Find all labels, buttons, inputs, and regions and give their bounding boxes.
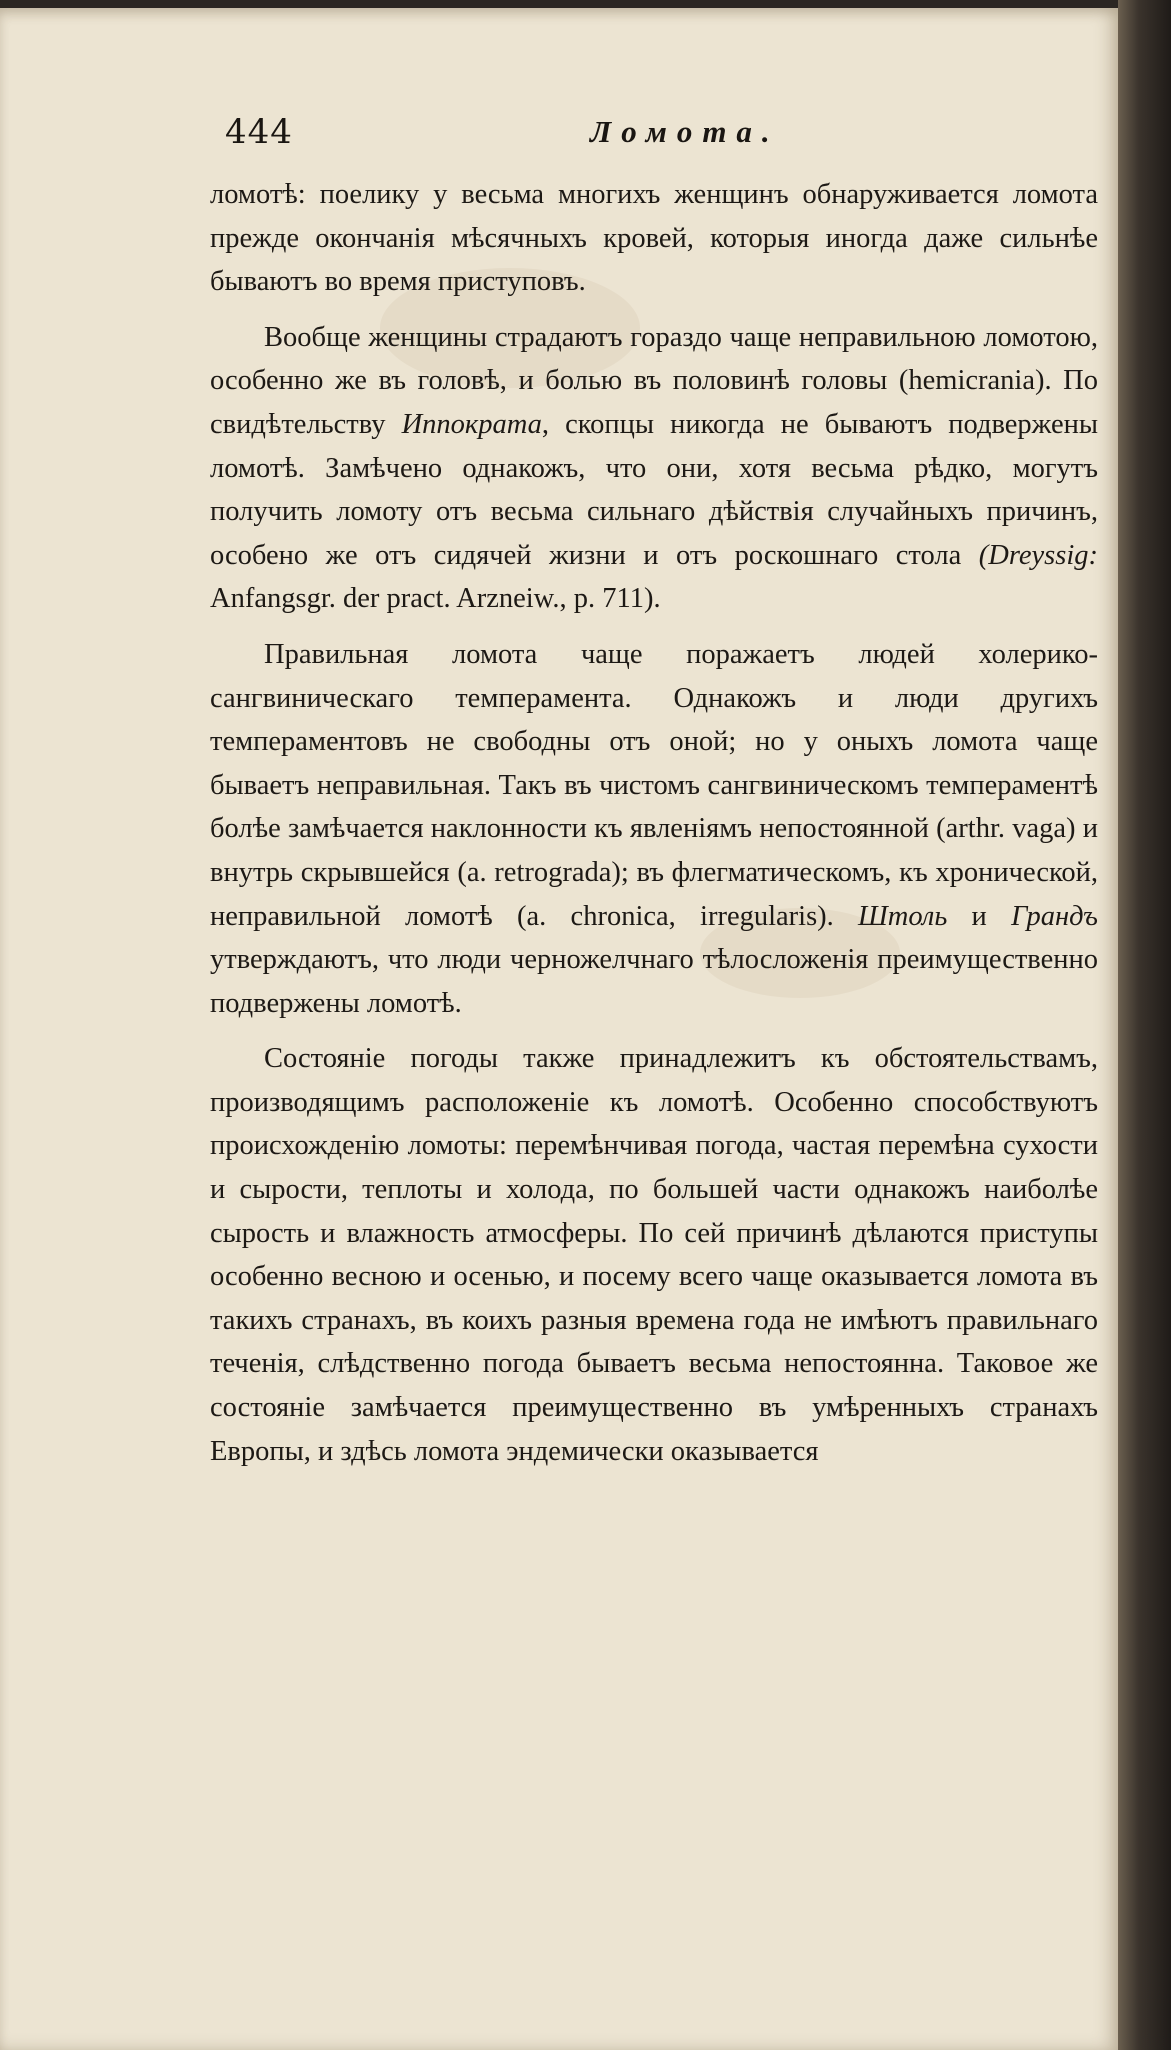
text-run: Правильная ломота чаще поражаетъ людей холерико-сангвиническаго темперамента. Однакожъ и люди другихъ темпераментовъ не свободны отъ оной; но у оныхъ ломота чаще бываетъ неправильная. Такъ въ чистомъ сангвиническомъ темпераментѣ болѣе замѣчается наклонности къ явленіямъ непостоянной (arthr. vaga) и внутрь скрывшейся (a. retrograda); въ флегматическомъ, къ хронической, неправильной ломотѣ (a. chronica, irregularis). (210, 638, 1098, 932)
text-run: утверждаютъ, что люди черножелчнаго тѣлосложенія преимущественно подвержены ломотѣ. (210, 944, 1098, 1019)
text-body (210, 173, 1098, 1485)
running-title: Ломота. (590, 114, 780, 149)
paragraph (210, 1037, 1098, 1473)
text-run: Anfangsgr. der pract. Arzneiw., p. 711). (210, 583, 661, 615)
paragraph (210, 316, 1098, 621)
paragraph (210, 173, 1098, 304)
italic-text: Грандъ (1011, 900, 1098, 932)
text-run: ломотѣ: поелику у весьма многихъ женщинъ обнаруживается ломота прежде окончанія мѣсячныхъ кровей, которыя иногда даже сильнѣе бываютъ во время приступовъ. (210, 179, 1098, 298)
italic-text: (Dreyssig: (978, 539, 1098, 571)
text-run: , скопцы никогда не бываютъ подвержены ломотѣ. Замѣчено однакожъ, что они, хотя весьма рѣдко, могутъ получить ломоту отъ весьма сильнаго дѣйствія случайныхъ причинъ, особено же отъ сидячей жизни и отъ роскошнаго стола (210, 408, 1098, 571)
text-run: Состояніе погоды также принадлежитъ къ обстоятельствамъ, производящимъ расположеніе къ ломотѣ. Особенно способствуютъ происхожденію ломоты: перемѣнчивая погода, частая перемѣна сухости и сырости, теплоты и холода, по большей части однакожъ наиболѣе сырость и влажность атмосферы. По сей причинѣ дѣлаются приступы особенно весною и осенью, и посему всего чаще оказывается ломота въ такихъ странахъ, въ коихъ разныя времена года не имѣютъ правильнаго теченія, слѣдственно погода бываетъ весьма непостоянна. Таковое же состояніе замѣчается преимущественно въ умѣренныхъ странахъ Европы, и здѣсь ломота эндемически оказывается (210, 1043, 1098, 1467)
page-number: 444 (225, 112, 293, 152)
text-run: Вообще женщины страдаютъ гораздо чаще неправильною ломотою, особенно же въ головѣ, и болью въ половинѣ головы (hemicrania). По свидѣтельству (210, 321, 1098, 440)
book-edge (1118, 0, 1171, 2050)
italic-text: Иппократа (401, 408, 542, 440)
text-run: и (947, 900, 1012, 932)
page-header (225, 112, 1095, 162)
italic-text: Штоль (858, 900, 948, 932)
paragraph (210, 633, 1098, 1025)
